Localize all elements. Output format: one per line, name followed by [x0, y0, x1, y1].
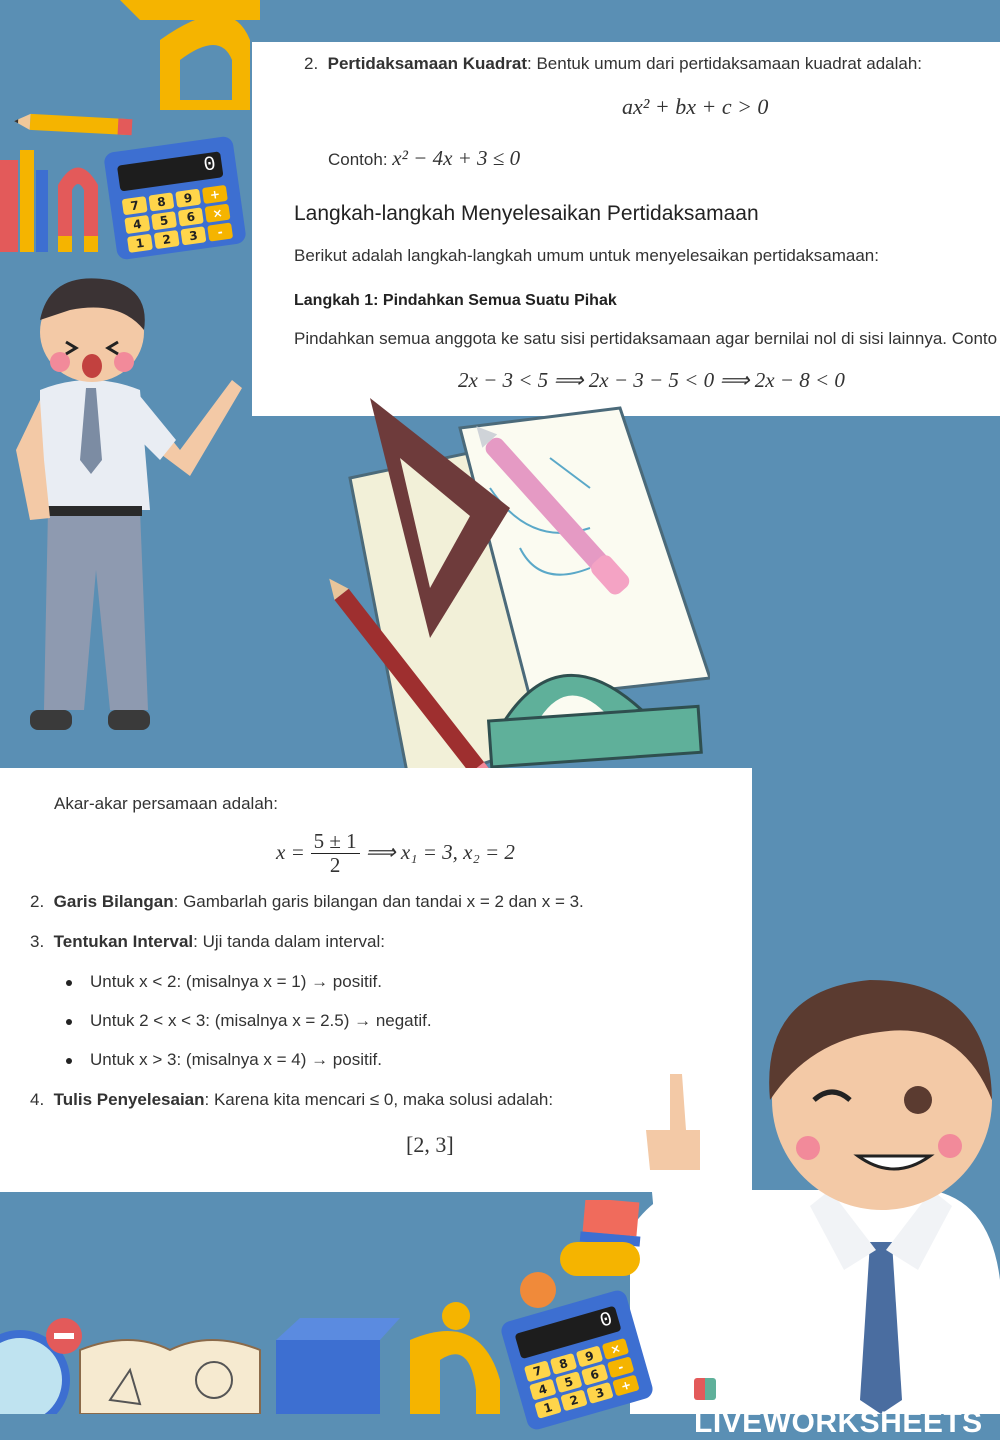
item-title: Tentukan Interval: [53, 932, 194, 951]
item-2-line: [304, 54, 922, 74]
calculator-display: 0: [514, 1306, 621, 1360]
calculator-top: [103, 135, 247, 260]
section-heading: Langkah-langkah Menyelesaikan Pertidaksamaan: [294, 202, 759, 225]
example-line: [328, 146, 520, 171]
calculator-key: 9: [576, 1345, 603, 1367]
calculator-key: 3: [180, 226, 206, 245]
example-label: Contoh:: [328, 150, 388, 169]
calculator-key: 3: [586, 1382, 613, 1404]
item-4-line: [30, 1090, 553, 1110]
step1-formula: 2x − 3 < 5 ⟹ 2x − 3 − 5 < 0 ⟹ 2x − 8 < 0: [458, 368, 845, 392]
liveworksheets-logo: [694, 1372, 1000, 1440]
calculator-key: 6: [178, 207, 204, 226]
roots-formula: [276, 830, 515, 877]
calculator-key: 2: [154, 230, 180, 249]
step1-title: Langkah 1: Pindahkan Semua Suatu Pihak: [294, 292, 617, 309]
calculator-key: 7: [122, 196, 148, 215]
intro-text: Berikut adalah langkah-langkah umum untuk menyelesaikan pertidaksamaan:: [294, 246, 879, 265]
logo-icon: [694, 1378, 716, 1400]
item-text: : Uji tanda dalam interval:: [193, 932, 385, 951]
item-text: : Gambarlah garis bilangan dan tandai x = 2 dan x = 3.: [173, 892, 584, 911]
bullet-dot: [66, 1058, 72, 1064]
calculator-key: 1: [127, 234, 153, 253]
item-title: Garis Bilangan: [53, 892, 174, 911]
roots-numerator: 5 ± 1: [311, 830, 360, 854]
calculator-key: +: [202, 185, 228, 204]
item-3-line: [30, 932, 385, 952]
bullet-dot: [66, 1019, 72, 1025]
calculator-key: 5: [151, 211, 177, 230]
item-text: : Bentuk umum dari pertidaksamaan kuadrat adalah:: [527, 54, 923, 73]
interval-bullet: Untuk x > 3: (misalnya x = 4) → positif.: [90, 1050, 382, 1069]
bullet-dot: [66, 980, 72, 986]
calculator-key: 6: [581, 1364, 608, 1386]
calculator-key: 2: [560, 1389, 587, 1411]
calculator-key: -: [207, 222, 233, 241]
calculator-key: 1: [534, 1397, 561, 1419]
calculator-key: +: [612, 1375, 639, 1397]
calculator-key: 9: [175, 189, 201, 208]
calculator-key: 5: [555, 1371, 582, 1393]
math-tools-illustration: [290, 398, 710, 806]
item-title: Tulis Penyelesaian: [53, 1090, 205, 1109]
roots-fraction: [311, 830, 360, 877]
item-number: 2.: [30, 892, 45, 911]
roots-label: Akar-akar persamaan adalah:: [54, 794, 278, 813]
item-title: Pertidaksamaan Kuadrat: [327, 54, 528, 73]
calculator-key: ×: [205, 204, 231, 223]
general-form-formula: ax² + bx + c > 0: [622, 94, 769, 119]
roots-result: ⟹ x₁ = 3, x₂ = 2: [365, 840, 515, 865]
logo-text: LIVEWORKSHEETS: [694, 1406, 983, 1439]
calculator-key: 7: [524, 1360, 551, 1382]
roots-denominator: 2: [329, 853, 341, 878]
calculator-key: ×: [602, 1338, 629, 1360]
item-number: 4.: [30, 1090, 45, 1109]
content-card-top: [252, 42, 1000, 416]
interval-bullet: Untuk x < 2: (misalnya x = 1) → positif.: [90, 972, 382, 991]
calculator-keypad: [122, 184, 236, 253]
teacher-illustration-right: [630, 980, 1000, 1414]
calculator-key: -: [607, 1356, 634, 1378]
item-number: 3.: [30, 932, 45, 951]
calculator-key: 4: [529, 1379, 556, 1401]
teacher-illustration-left: [0, 270, 260, 750]
calculator-display: 0: [117, 151, 224, 191]
calculator-key: 8: [550, 1353, 577, 1375]
roots-lhs: x =: [276, 840, 305, 865]
item-number: 2.: [304, 54, 319, 73]
calculator-key: 4: [124, 215, 150, 234]
calculator-key: 8: [148, 192, 174, 211]
item-text: : Karena kita mencari ≤ 0, maka solusi adalah:: [204, 1090, 554, 1109]
solution-formula: [2, 3]: [406, 1132, 454, 1157]
item-2-line: [30, 892, 584, 912]
step1-text: Pindahkan semua anggota ke satu sisi pertidaksamaan agar bernilai nol di sisi lainnya. Conto: [294, 329, 998, 348]
example-formula: x² − 4x + 3 ≤ 0: [392, 146, 521, 170]
interval-bullet: Untuk 2 < x < 3: (misalnya x = 2.5) → negatif.: [90, 1011, 432, 1030]
